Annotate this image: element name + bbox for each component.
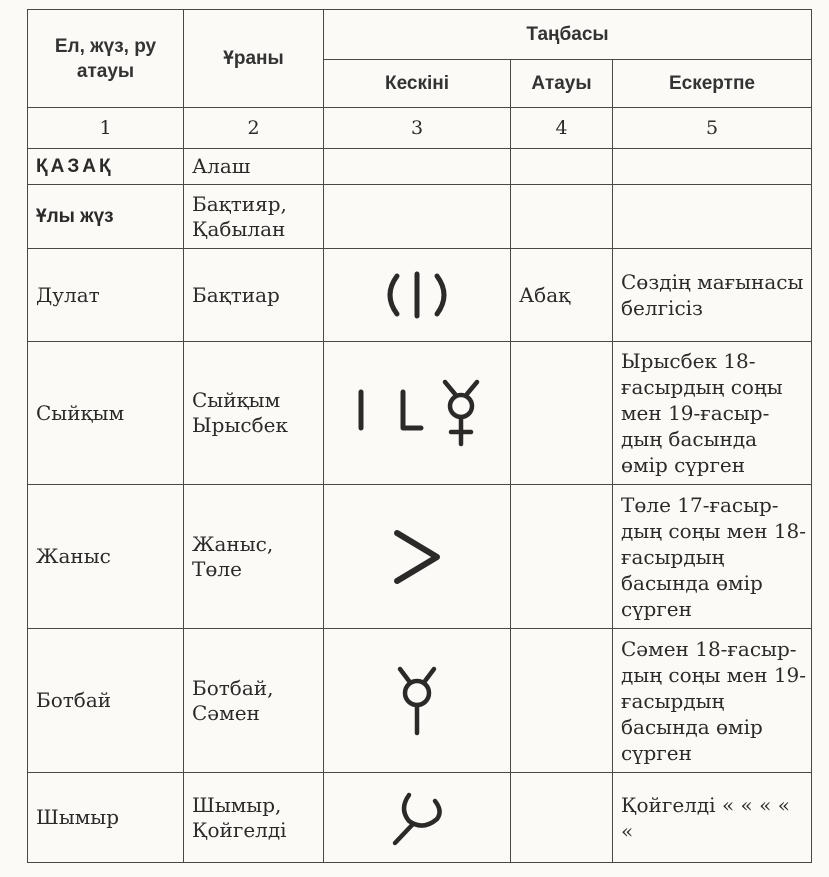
chevron-greater-than-icon [387,527,447,587]
row-atauy [511,485,613,629]
row-note: Ырысбек 18-ғасырдың соңы мен 19-ғасыр-дың басында өмір сүрген [613,342,812,485]
row-name: Ботбай [28,629,184,773]
row-atauy [511,773,613,863]
table-row [28,149,812,185]
table-row [28,249,812,342]
column-number: 4 [511,108,613,149]
table-row [28,485,812,629]
row-symbol [324,149,511,185]
row-name: Ұлы жүз [28,185,184,249]
hook-crook-icon [387,787,447,849]
header-eskertpe: Ескертпе [613,60,812,108]
row-name: Дулат [28,249,184,342]
row-uran: Жаныс, Төле [184,485,324,629]
table-row [28,185,812,249]
row-uran: Ботбай, Сәмен [184,629,324,773]
header-name: Ел, жүз, ру атауы [28,10,184,108]
header-atauy: Атауы [511,60,613,108]
row-uran: Сыйқым Ырысбек [184,342,324,485]
horned-circle-staff-icon [392,665,442,737]
row-uran: Бақтияр, Қабылан [184,185,324,249]
row-name: ҚАЗАҚ [28,149,184,185]
row-atauy [511,629,613,773]
column-number: 5 [613,108,812,149]
row-atauy [511,342,613,485]
table-row [28,773,812,863]
header-uran: Ұраны [184,10,324,108]
table-row [28,629,812,773]
row-note: Сәмен 18-ғасыр-дың соңы мен 19-ғасырдың басында өмір сүрген [613,629,812,773]
tanba-table [27,9,812,863]
row-symbol [324,185,511,249]
row-symbol [324,342,511,485]
row-name: Шымыр [28,773,184,863]
row-atauy [511,185,613,249]
row-name: Жаныс [28,485,184,629]
column-number: 3 [324,108,511,149]
column-number: 1 [28,108,184,149]
row-uran: Алаш [184,149,324,185]
row-note: Қойгелді « « « « « [613,773,812,863]
row-atauy: Абақ [511,249,613,342]
row-note [613,149,812,185]
row-note [613,185,812,249]
table-row [28,342,812,485]
row-name: Сыйқым [28,342,184,485]
row-symbol [324,249,511,342]
row-uran: Шымыр, Қойгелді [184,773,324,863]
abak-parentheses-bar-icon [377,270,457,320]
row-symbol [324,773,511,863]
row-uran: Бақтиар [184,249,324,342]
row-note: Сөздің мағынасы белгісіз [613,249,812,342]
header-tanbasy: Таңбасы [324,10,812,60]
bar-l-horned-cross-icon [347,378,487,448]
row-symbol [324,485,511,629]
row-symbol [324,629,511,773]
row-note: Төле 17-ғасыр-дың соңы мен 18-ғасырдың басында өмір сүрген [613,485,812,629]
row-atauy [511,149,613,185]
column-number: 2 [184,108,324,149]
header-keskini: Кескіні [324,60,511,108]
